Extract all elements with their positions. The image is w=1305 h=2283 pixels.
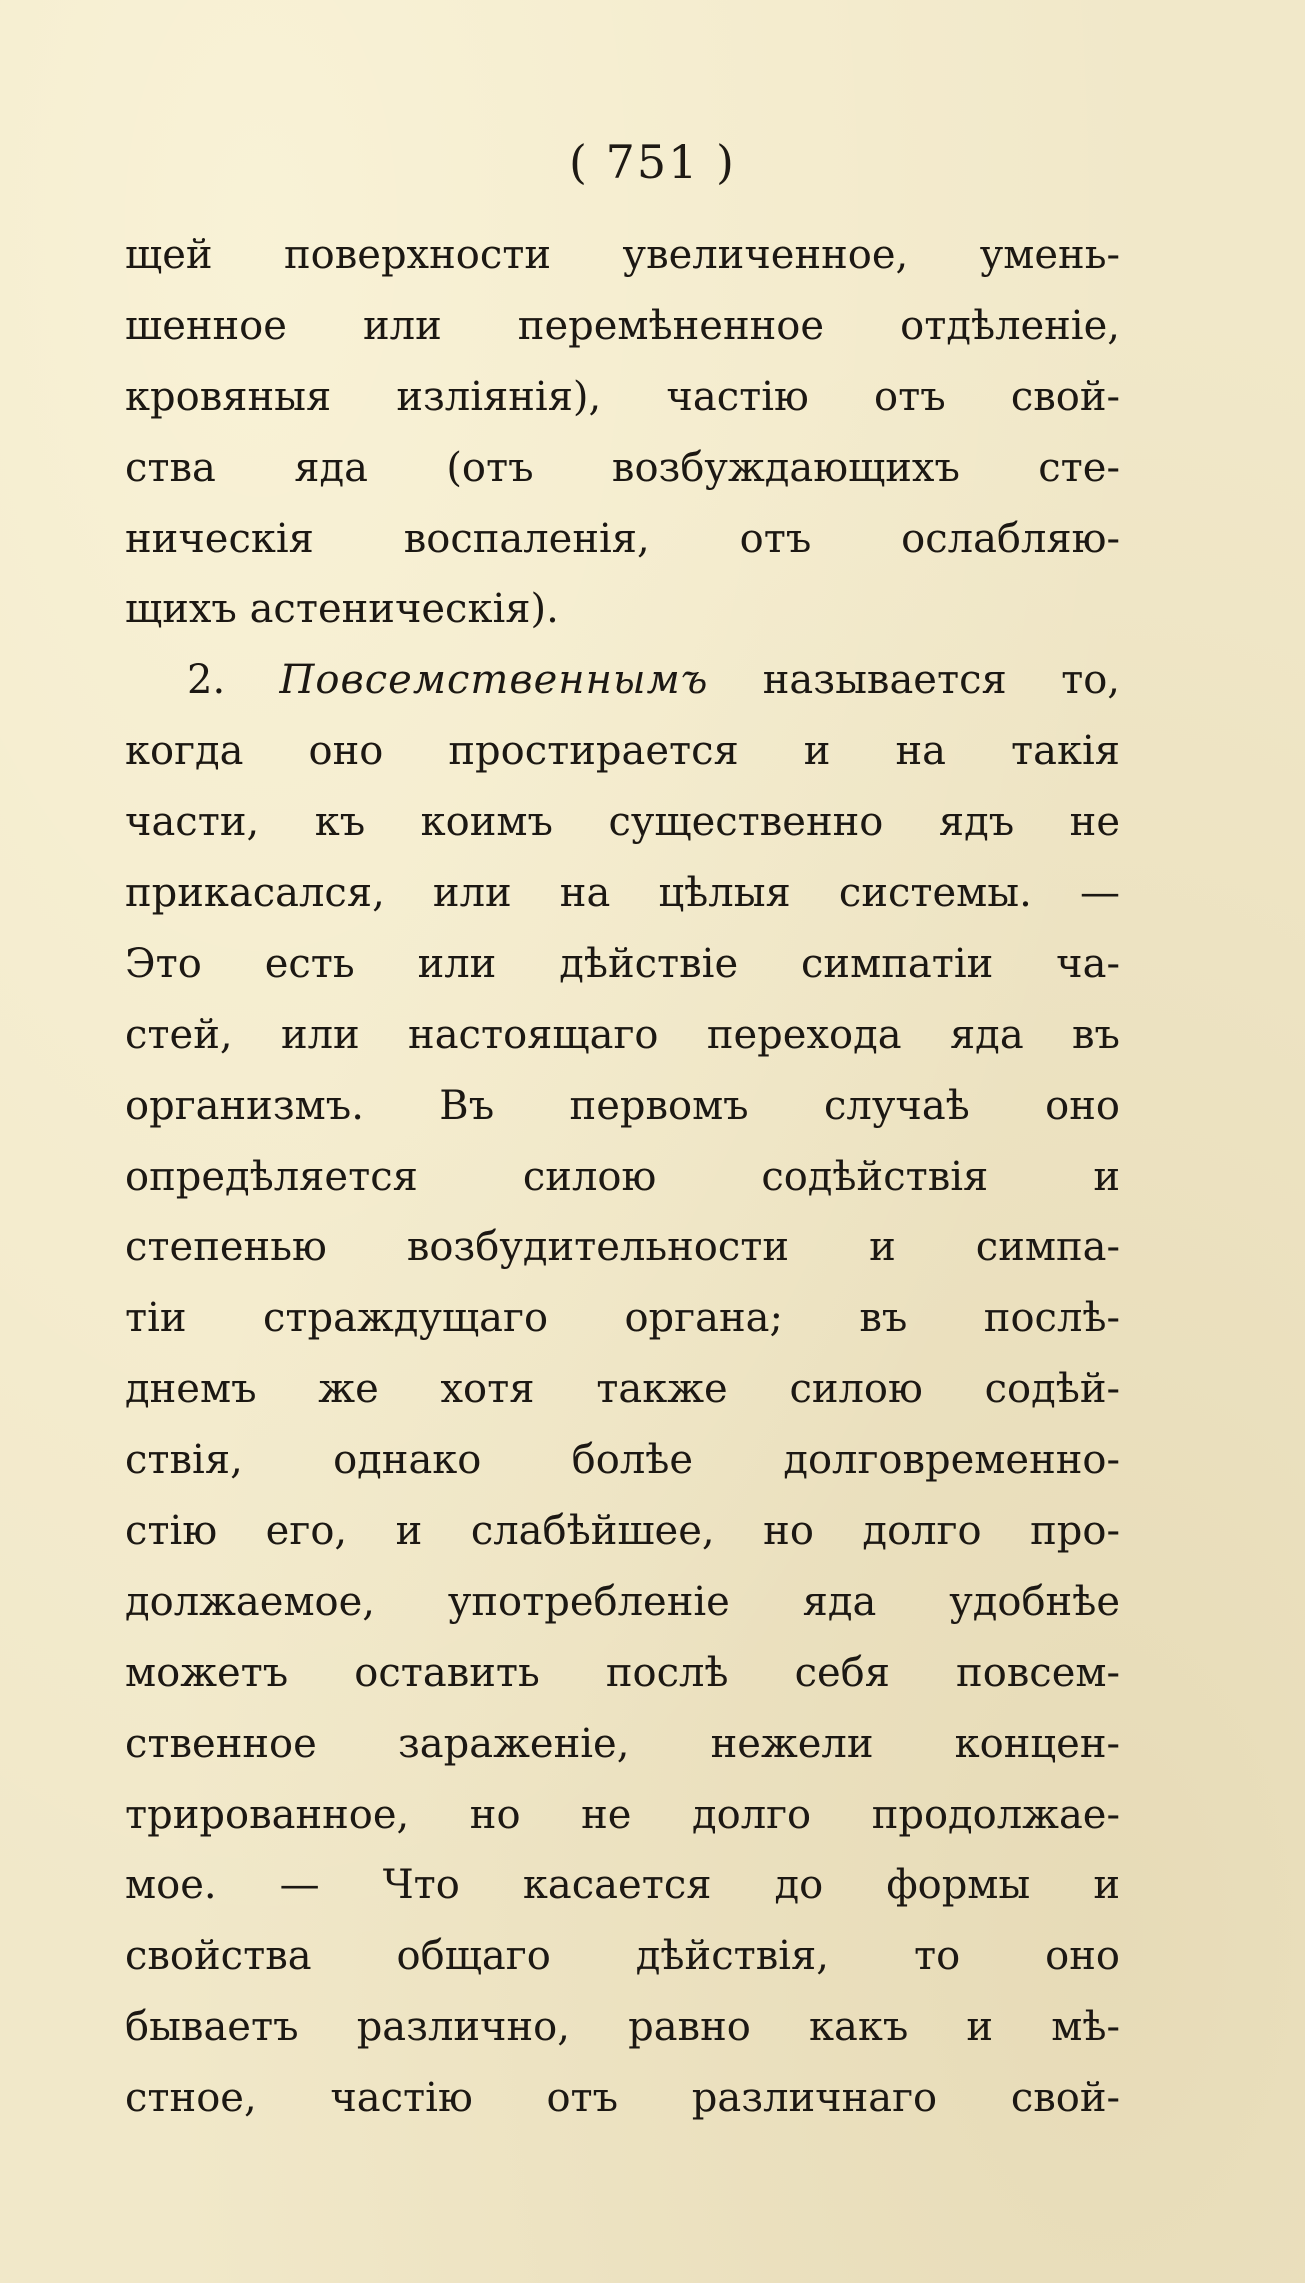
text-line: тіи страждущаго органа; въ послѣ- <box>125 1295 1120 1342</box>
text-line: днемъ же хотя также силою содѣй- <box>125 1366 1120 1413</box>
page-number: ( 751 ) <box>569 135 736 189</box>
page-text <box>125 220 1120 2134</box>
text-line: ственное зараженіе, нежели концен- <box>125 1720 1120 1767</box>
text-line: степенью возбудительности и симпа- <box>125 1224 1120 1271</box>
text-line: когда оно простирается и на такія <box>125 728 1120 775</box>
text-line: стное, частію отъ различнаго свой- <box>125 2075 1120 2122</box>
text-line: стію его, и слабѣйшее, но долго про- <box>125 1508 1120 1555</box>
text-line: части, къ коимъ существенно ядъ не <box>125 799 1120 846</box>
italic-term: Повсемственнымъ <box>279 657 709 704</box>
paragraph-2-first-line <box>125 645 1120 716</box>
text-line: прикасался, или на цѣлыя системы. — <box>125 870 1120 917</box>
text-line: свойства общаго дѣйствія, то оно <box>125 1933 1120 1980</box>
text-line: можетъ оставить послѣ себя повсем- <box>125 1649 1120 1696</box>
text-line: ническія воспаленія, отъ ослабляю- <box>125 515 1120 562</box>
text-line: трированное, но не долго продолжае- <box>125 1791 1120 1838</box>
text-line: бываетъ различно, равно какъ и мѣ- <box>125 2004 1120 2051</box>
text-line: стей, или настоящаго перехода яда въ <box>125 1011 1120 1058</box>
text-line: ствія, однако болѣе долговременно- <box>125 1437 1120 1484</box>
text-line: щихъ астеническія). <box>125 586 559 633</box>
text-line: опредѣляется силою содѣйствія и <box>125 1153 1120 1200</box>
text-line: организмъ. Въ первомъ случаѣ оно <box>125 1082 1120 1129</box>
text-line: ства яда (отъ возбуждающихъ сте- <box>125 444 1120 491</box>
text-fragment: называется то, <box>762 657 1121 704</box>
text-line: мое. — Что касается до формы и <box>125 1862 1120 1909</box>
text-line: шенное или перемѣненное отдѣленіе, <box>125 302 1120 349</box>
text-line: щей поверхности увеличенное, умень- <box>125 232 1120 278</box>
paragraph-number: 2. <box>187 657 226 704</box>
text-line: Это есть или дѣйствіе симпатіи ча- <box>125 940 1120 987</box>
text-line: кровяныя изліянія), частію отъ свой- <box>125 373 1120 420</box>
text-line: должаемое, употребленіе яда удобнѣе <box>125 1578 1120 1625</box>
